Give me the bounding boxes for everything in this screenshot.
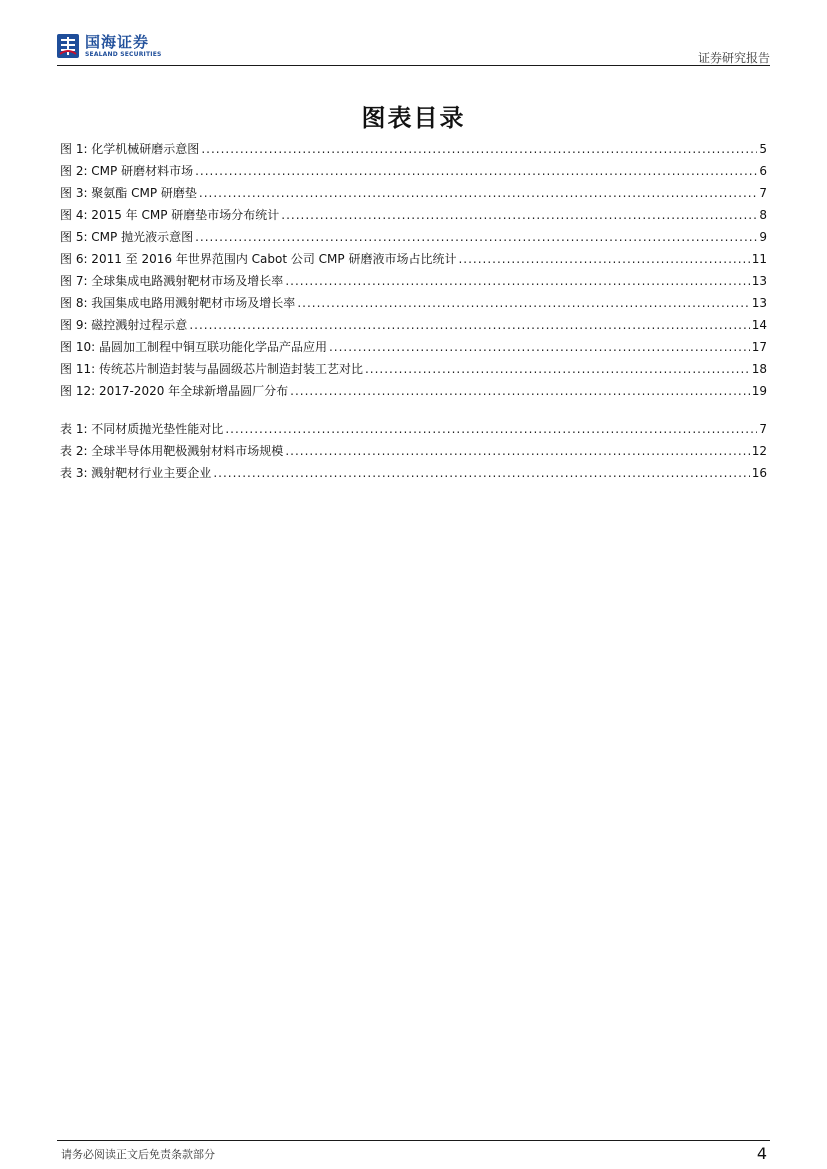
dot-leader <box>213 462 749 484</box>
page-title: 图表目录 <box>361 104 466 132</box>
disclaimer-note: 请务必阅读正文后免责条款部分 <box>61 1148 215 1161</box>
logo-chinese-name: 国海证券 <box>85 32 150 51</box>
logo-english-name: SEALAND SECURITIES <box>85 50 162 58</box>
toc-entry-figure-10[interactable] <box>60 336 767 358</box>
dot-leader <box>195 160 757 182</box>
dot-leader <box>329 336 750 358</box>
toc-entry-page: 18 <box>751 362 767 376</box>
toc-entry-figure-3[interactable] <box>60 182 767 204</box>
toc-entry-figure-11[interactable] <box>60 358 767 380</box>
toc-entry-figure-12[interactable] <box>60 380 767 402</box>
toc-entry-page: 8 <box>759 208 767 222</box>
toc-entry-label: 图 3: 聚氨酯 CMP 研磨垫 <box>60 186 197 200</box>
toc-entry-page: 13 <box>751 296 767 310</box>
toc-entry-figure-8[interactable] <box>60 292 767 314</box>
dot-leader <box>297 292 749 314</box>
toc-entry-label: 图 6: 2011 至 2016 年世界范围内 Cabot 公司 CMP 研磨液市场占比统计 <box>60 252 457 266</box>
toc-entry-page: 9 <box>759 230 767 244</box>
toc-entry-page: 13 <box>751 274 767 288</box>
dot-leader <box>201 138 757 160</box>
toc-entry-figure-2[interactable] <box>60 160 767 182</box>
toc-entry-label: 图 10: 晶圆加工制程中铜互联功能化学品产品应用 <box>60 340 327 354</box>
toc-entry-label: 表 3: 溅射靶材行业主要企业 <box>60 466 212 480</box>
page-header <box>57 34 770 64</box>
toc-entry-table-3[interactable] <box>60 462 767 484</box>
toc-entry-page: 7 <box>759 422 767 436</box>
toc-entry-figure-5[interactable] <box>60 226 767 248</box>
dot-leader <box>195 226 757 248</box>
toc-entry-table-1[interactable] <box>60 418 767 440</box>
toc-entry-label: 图 12: 2017-2020 年全球新增晶圆厂分布 <box>60 384 289 398</box>
dot-leader <box>365 358 750 380</box>
toc-entry-label: 图 2: CMP 研磨材料市场 <box>60 164 194 178</box>
toc-entry-page: 12 <box>751 444 767 458</box>
toc-entry-table-2[interactable] <box>60 440 767 462</box>
dot-leader <box>199 182 757 204</box>
dot-leader <box>285 440 749 462</box>
company-logo <box>57 34 162 58</box>
dot-leader <box>290 380 750 402</box>
footer-divider <box>57 1140 770 1141</box>
toc-entry-label: 图 1: 化学机械研磨示意图 <box>60 142 200 156</box>
toc-entry-page: 16 <box>751 466 767 480</box>
header-divider <box>57 65 770 66</box>
figure-list <box>60 138 767 402</box>
toc-entry-label: 图 9: 磁控溅射过程示意 <box>60 318 188 332</box>
toc-entry-figure-1[interactable] <box>60 138 767 160</box>
toc-entry-label: 图 5: CMP 抛光液示意图 <box>60 230 194 244</box>
toc-entry-label: 图 8: 我国集成电路用溅射靶材市场及增长率 <box>60 296 296 310</box>
toc-entry-figure-6[interactable] <box>60 248 767 270</box>
toc-entry-page: 11 <box>751 252 767 266</box>
toc-entry-page: 7 <box>759 186 767 200</box>
toc-entry-label: 表 1: 不同材质抛光垫性能对比 <box>60 422 224 436</box>
toc-entry-page: 14 <box>751 318 767 332</box>
dot-leader <box>285 270 749 292</box>
toc-entry-page: 17 <box>751 340 767 354</box>
toc-entry-label: 图 11: 传统芯片制造封装与晶圆级芯片制造封装工艺对比 <box>60 362 363 376</box>
sealand-logo-icon <box>57 34 79 58</box>
toc-entry-figure-9[interactable] <box>60 314 767 336</box>
table-list <box>60 418 767 484</box>
toc-entry-label: 图 4: 2015 年 CMP 研磨垫市场分布统计 <box>60 208 280 222</box>
dot-leader <box>225 418 757 440</box>
toc-entry-label: 表 2: 全球半导体用靶极溅射材料市场规模 <box>60 444 284 458</box>
report-type-label: 证券研究报告 <box>697 51 770 65</box>
toc-entry-page: 5 <box>759 142 767 156</box>
page-number: 4 <box>756 1144 767 1163</box>
toc-entry-figure-7[interactable] <box>60 270 767 292</box>
toc-entry-label: 图 7: 全球集成电路溅射靶材市场及增长率 <box>60 274 284 288</box>
toc-entry-figure-4[interactable] <box>60 204 767 226</box>
toc-entry-page: 6 <box>759 164 767 178</box>
dot-leader <box>189 314 749 336</box>
toc-entry-page: 19 <box>751 384 767 398</box>
dot-leader <box>458 248 749 270</box>
dot-leader <box>281 204 757 226</box>
